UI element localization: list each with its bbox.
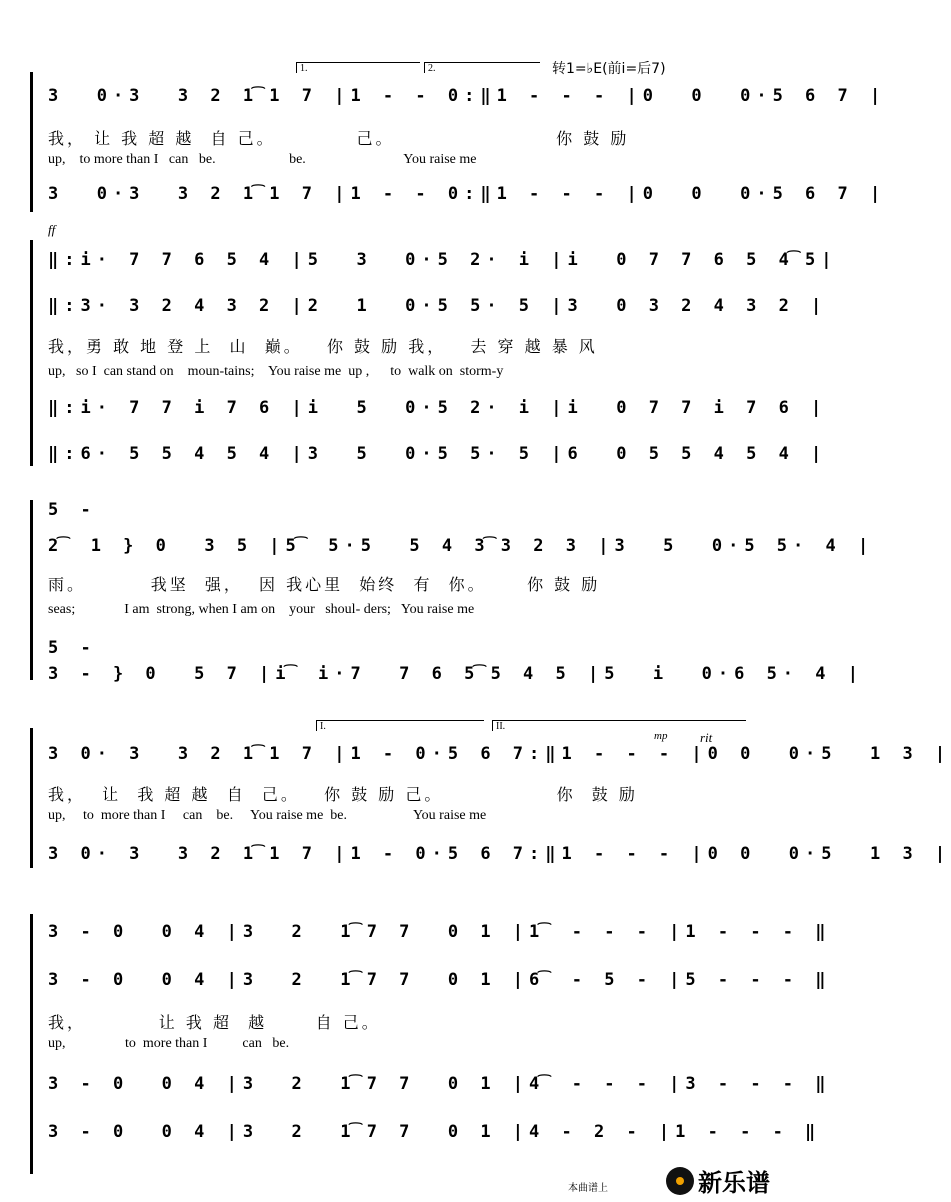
s3-line-1a: 5 -	[48, 500, 97, 520]
s3-line-2a: 5 -	[48, 638, 97, 658]
key-change: 转1=♭E(前i=后7)	[552, 61, 666, 77]
s5-lyric-en: up, to more than I can be.	[48, 1036, 290, 1051]
site-logo[interactable]	[666, 1163, 770, 1198]
s2-lyric-en: up, so I can stand on moun-tains; You raise me up , to walk on storm-y	[48, 364, 504, 379]
s1-line-2: 3 0·3 3 2 1͡1 7 |1 - - 0:‖1 - - - |0 0 0·5 6 7 |	[48, 184, 887, 204]
dynamic-mp: mp	[654, 730, 668, 742]
s2-line-4: ‖:6· 5 5 4 5 4 |3 5 0·5 5· 5 |6 0 5 5 4 5 4 |	[48, 444, 828, 464]
s3-lyric-en: seas; I am strong, when I am on your shoul- ders; You raise me	[48, 602, 475, 617]
s2-line-3: ‖:i· 7 7 i 7 6 |i 5 0·5 2· i |i 0 7 7 i 7 6 |	[48, 398, 828, 418]
bracket-system-1	[30, 72, 33, 212]
s5-lyric-cn: 我， 让 我 超 越 自 己。	[48, 1013, 381, 1032]
volta-II: II.	[492, 720, 746, 731]
s5-line-4: 3 - 0 0 4 |3 2 1͡7 7 0 1 |4 - 2 - |1 - - - ‖	[48, 1122, 822, 1142]
logo-text: 新乐谱	[698, 1169, 770, 1197]
bracket-system-4	[30, 728, 33, 868]
s4-line-1: 3 0· 3 3 2 1͡1 7 |1 - 0·5 6 7:‖1 - - - |0 0 0·5 1 3 |	[48, 744, 951, 764]
tempo-rit: rit	[700, 730, 713, 745]
s2-line-1: ‖:i· 7 7 6 5 4 |5 3 0·5 2· i |i 0 7 7 6 5 4͡5|	[48, 250, 838, 270]
s2-lyric-cn: 我，勇 敢 地 登 上 山 巅。 你 鼓 励 我， 去 穿 越 暴 风	[48, 337, 598, 356]
s1-line-1: 3 0·3 3 2 1͡1 7 |1 - - 0:‖1 - - - |0 0 0·5 6 7 |	[48, 86, 887, 106]
s4-lyric-en: up, to more than I can be. You raise me be. You raise me	[48, 808, 487, 823]
dynamic-ff: ff	[48, 222, 56, 237]
volta-I: I.	[316, 720, 484, 731]
s4-line-2: 3 0· 3 3 2 1͡1 7 |1 - 0·5 6 7:‖1 - - - |0 0 0·5 1 3 |	[48, 844, 951, 864]
record-disc-icon	[666, 1167, 694, 1195]
footer-text: 本曲谱上	[568, 1183, 608, 1194]
s5-line-1: 3 - 0 0 4 |3 2 1͡7 7 0 1 |1͡ - - - |1 - - - ‖	[48, 922, 832, 942]
bracket-system-3	[30, 500, 33, 680]
s4-lyric-cn: 我， 让 我 超 越 自 己。 你 鼓 励 己。 你 鼓 励	[48, 785, 638, 804]
s5-line-2: 3 - 0 0 4 |3 2 1͡7 7 0 1 |6͡ - 5 - |5 - - - ‖	[48, 970, 832, 990]
s3-lyric-cn: 雨。 我坚 强， 因 我心里 始终 有 你。 你 鼓 励	[48, 575, 601, 594]
s3-line-1b: 2͡ 1 } 0 3 5 |5͡ 5·5 5 4 3͡3 2 3 |3 5 0·5 5· 4 |	[48, 536, 875, 556]
volta-1: 1.	[296, 62, 420, 73]
s1-lyric-cn: 我， 让 我 超 越 自 己。 己。 你 鼓 励	[48, 129, 630, 148]
volta-2: 2.	[424, 62, 540, 73]
s2-line-2: ‖:3· 3 2 4 3 2 |2 1 0·5 5· 5 |3 0 3 2 4 3 2 |	[48, 296, 828, 316]
bracket-system-2	[30, 240, 33, 466]
s3-line-2b: 3 - } 0 5 7 |i͡ i·7 7 6 5͡5 4 5 |5 i 0·6 5· 4 |	[48, 664, 864, 684]
s5-line-3: 3 - 0 0 4 |3 2 1͡7 7 0 1 |4͡ - - - |3 - - - ‖	[48, 1074, 832, 1094]
bracket-system-5	[30, 914, 33, 1174]
s1-lyric-en: up, to more than I can be. be. You raise me	[48, 152, 477, 167]
